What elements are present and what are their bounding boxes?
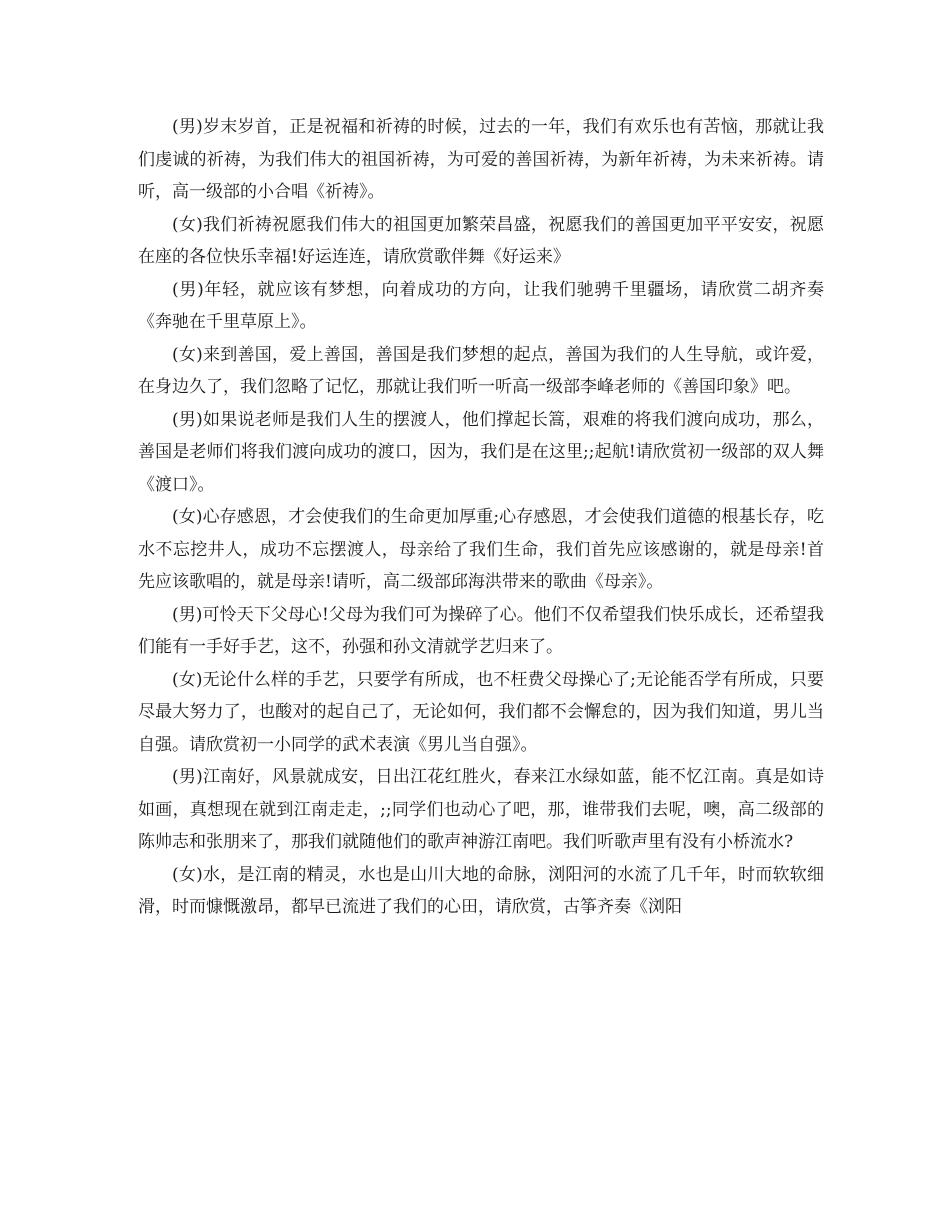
paragraph-3: (男)年轻，就应该有梦想，向着成功的方向，让我们驰骋千里疆场，请欣赏二胡齐奏《奔驰在千里草原上》。	[138, 279, 824, 332]
paragraph-2: (女)我们祈祷祝愿我们伟大的祖国更加繁荣昌盛，祝愿我们的善国更加平平安安，祝愿在座的各位快乐幸福!好运连连，请欣赏歌伴舞《好运来》	[138, 214, 824, 267]
paragraph-10: (女)水，是江南的精灵，水也是山川大地的命脉，浏阳河的水流了几千年，时而软软细滑，时而慷慨激昂，都早已流进了我们的心田，请欣赏，古筝齐奏《浏阳	[138, 864, 824, 917]
paragraph-7: (男)可怜天下父母心!父母为我们可为操碎了心。他们不仅希望我们快乐成长，还希望我们能有一手好手艺，这不，孙强和孙文清就学艺归来了。	[138, 604, 824, 657]
document-page	[138, 111, 824, 924]
paragraph-4: (女)来到善国，爱上善国，善国是我们梦想的起点，善国为我们的人生导航，或许爱，在身边久了，我们忽略了记忆，那就让我们听一听高一级部李峰老师的《善国印象》吧。	[138, 344, 824, 397]
paragraph-1: (男)岁末岁首，正是祝福和祈祷的时候，过去的一年，我们有欢乐也有苦恼，那就让我们虔诚的祈祷，为我们伟大的祖国祈祷，为可爱的善国祈祷，为新年祈祷，为未来祈祷。请听，高一级部的小合唱《祈祷》。	[138, 117, 824, 202]
paragraph-6: (女)心存感恩，才会使我们的生命更加厚重;心存感恩，才会使我们道德的根基长存，吃水不忘挖井人，成功不忘摆渡人，母亲给了我们生命，我们首先应该感谢的，就是母亲!首先应该歌唱的，就是母亲!请听，高二级部邱海洪带来的歌曲《母亲》。	[138, 507, 824, 592]
paragraph-9: (男)江南好，风景就成安，日出江花红胜火，春来江水绿如蓝，能不忆江南。真是如诗如画，真想现在就到江南走走，;;同学们也动心了吧，那，谁带我们去呢，噢，高二级部的陈帅志和张朋来了，那我们就随他们的歌声神游江南吧。我们听歌声里有没有小桥流水?	[138, 767, 824, 852]
paragraph-8: (女)无论什么样的手艺，只要学有所成，也不枉费父母操心了;无论能否学有所成，只要尽最大努力了，也酸对的起自己了，无论如何，我们都不会懈怠的，因为我们知道，男儿当自强。请欣赏初一小同学的武术表演《男儿当自强》。	[138, 669, 824, 755]
paragraph-5: (男)如果说老师是我们人生的摆渡人，他们撑起长篙，艰难的将我们渡向成功，那么，善国是老师们将我们渡向成功的渡口，因为，我们是在这里;;起航!请欣赏初一级部的双人舞《渡口》。	[138, 409, 824, 495]
